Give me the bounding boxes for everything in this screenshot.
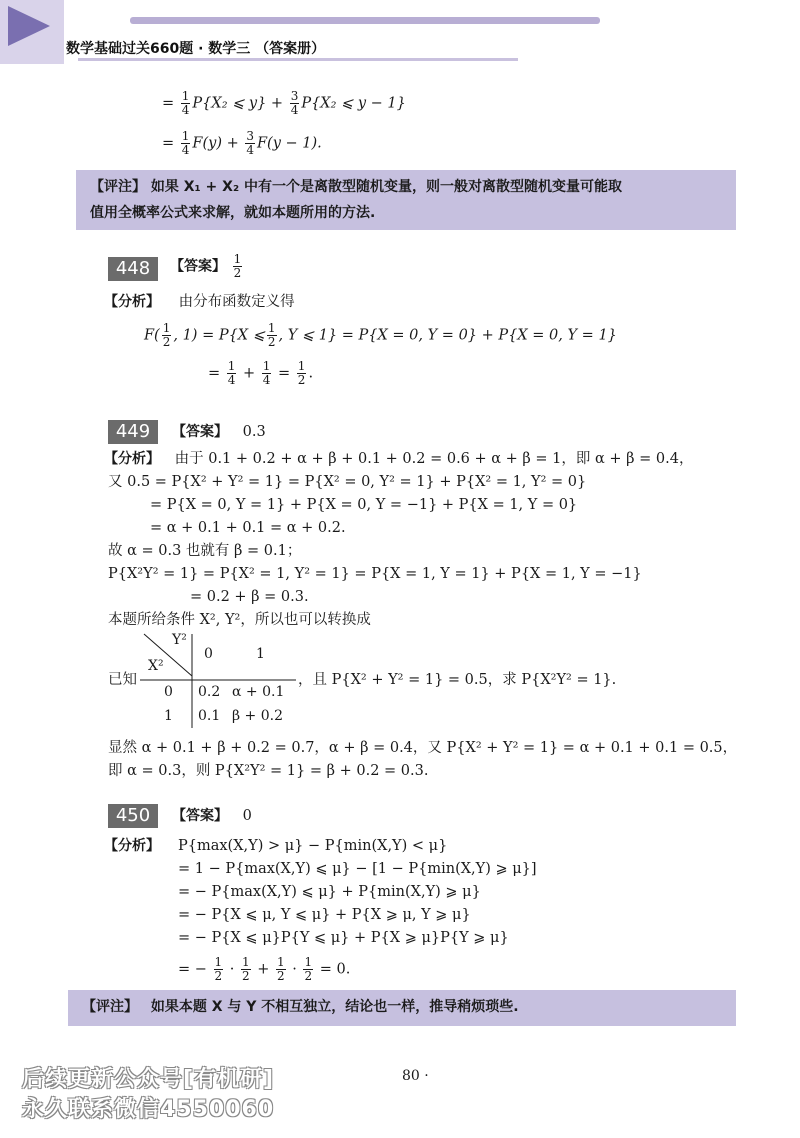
top-line-2: = $\frac{1}{4}$ F(y) + $\frac{3}{4}$ F(y − 1).	[162, 129, 322, 157]
fraction: $\frac{1}{4}$	[181, 129, 190, 157]
table-row-header: X²	[148, 658, 164, 674]
analysis-449-line-3: = α + 0.1 + 0.1 = α + 0.2.	[150, 520, 346, 536]
page-number: 80 ·	[402, 1068, 429, 1084]
given-prefix: 已知	[108, 672, 137, 688]
header-underline	[78, 58, 518, 61]
analysis-449-line-0: 【分析】 由于 0.1 + 0.2 + α + β + 0.1 + 0.2 = 0.6 + α + β = 1，即 α + β = 0.4，	[104, 451, 694, 467]
conclusion-449-line-1: 显然 α + 0.1 + β + 0.2 = 0.7，α + β = 0.4，又 P{X² + Y² = 1} = α + 0.1 + 0.1 = 0.5，	[108, 740, 738, 756]
answer-448: 【答案】 $\frac{1}{2}$	[170, 252, 242, 280]
analysis-450-label: 【分析】	[104, 838, 160, 854]
answer-450: 【答案】 0	[172, 808, 252, 824]
remark-text: 如果本题 X 与 Y 不相互独立，结论也一样，推导稍烦琐些.	[150, 999, 519, 1015]
remark-text-line-1: 如果 X₁ + X₂ 中有一个是离散型随机变量，则一般对离散型随机变量可能取	[150, 179, 622, 195]
table-cell: 0.1	[198, 708, 221, 724]
watermark-line-2: 永久联系微信4550060	[22, 1097, 275, 1122]
analysis-450-line-4: = − P{X ⩽ μ}P{Y ⩽ μ} + P{X ⩾ μ}P{Y ⩾ μ}	[178, 930, 509, 946]
remark-box-2	[68, 990, 736, 1026]
given-suffix: ，且 P{X² + Y² = 1} = 0.5，求 P{X²Y² = 1}.	[298, 672, 617, 688]
remark-tag: 【评注】	[82, 999, 138, 1015]
fraction: $\frac{1}{4}$	[181, 89, 190, 117]
answer-449: 【答案】 0.3	[172, 424, 266, 440]
analysis-450-line-1: = 1 − P{max(X,Y) ⩽ μ} − [1 − P{min(X,Y) ⩾ μ}]	[178, 861, 537, 877]
header-decor-bar	[130, 17, 600, 24]
question-number-448: 448	[108, 257, 158, 281]
fraction: $\frac{3}{4}$	[290, 89, 299, 117]
analysis-450-line-3: = − P{X ⩽ μ, Y ⩽ μ} + P{X ⩾ μ, Y ⩾ μ}	[178, 907, 471, 923]
remark-tag: 【评注】	[90, 179, 146, 195]
table-cell: α + 0.1	[232, 684, 285, 700]
analysis-450-line-5: = − $\frac{1}{2}$ · $\frac{1}{2}$ + $\frac{1}{2}$ · $\frac{1}{2}$ = 0.	[178, 955, 351, 983]
analysis-449-line-1: 又 0.5 = P{X² + Y² = 1} = P{X² = 0, Y² = 1} + P{X² = 1, Y² = 0}	[108, 474, 587, 490]
table-col-value: 1	[256, 646, 265, 662]
corner-triangle-icon	[0, 0, 64, 64]
question-number-450: 450	[108, 804, 158, 828]
analysis-448-intro: 【分析】 由分布函数定义得	[104, 294, 295, 310]
analysis-449-line-5: P{X²Y² = 1} = P{X² = 1, Y² = 1} = P{X = 1, Y = 1} + P{X = 1, Y = −1}	[108, 566, 642, 582]
book-title: 数学基础过关660题 · 数学三 （答案册）	[66, 41, 326, 57]
fraction: $\frac{3}{4}$	[246, 129, 254, 157]
distribution-table	[138, 632, 298, 728]
analysis-449-line-4: 故 α = 0.3 也就有 β = 0.1；	[108, 543, 302, 559]
watermark-line-1: 后续更新公众号[有机研]	[22, 1067, 275, 1092]
analysis-450-line-2: = − P{max(X,Y) ⩽ μ} + P{min(X,Y) ⩾ μ}	[178, 884, 481, 900]
table-col-header: Y²	[172, 632, 187, 648]
remark-box-1	[76, 170, 736, 230]
analysis-448-line-1: F( $\frac{1}{2}$ , 1) = P{X ⩽ $\frac{1}{2}$ , Y ⩽ 1} = P{X = 0, Y = 0} + P{X = 0, Y = 1}	[144, 321, 617, 349]
analysis-449-line-6: = 0.2 + β = 0.3.	[190, 589, 309, 605]
analysis-449-line-7: 本题所给条件 X², Y²，所以也可以转换成	[108, 612, 371, 628]
analysis-449-line-2: = P{X = 0, Y = 1} + P{X = 0, Y = −1} + P{X = 1, Y = 0}	[150, 497, 578, 513]
remark-text-line-2: 值用全概率公式来求解，就如本题所用的方法.	[90, 205, 376, 221]
table-cell: β + 0.2	[232, 708, 283, 724]
conclusion-449-line-2: 即 α = 0.3，则 P{X²Y² = 1} = β + 0.2 = 0.3.	[108, 763, 429, 779]
table-row-value: 0	[164, 684, 173, 700]
table-row-value: 1	[164, 708, 173, 724]
table-cell: 0.2	[198, 684, 221, 700]
top-line-1: = $\frac{1}{4}$ P{X₂ ⩽ y} + $\frac{3}{4}$ P{X₂ ⩽ y − 1}	[162, 89, 406, 117]
analysis-450-line-0: P{max(X,Y) > μ} − P{min(X,Y) < μ}	[178, 838, 448, 854]
analysis-448-line-2: = $\frac{1}{4}$ + $\frac{1}{4}$ = $\frac{1}{2}$ .	[208, 359, 314, 387]
question-number-449: 449	[108, 420, 158, 444]
table-col-value: 0	[204, 646, 213, 662]
